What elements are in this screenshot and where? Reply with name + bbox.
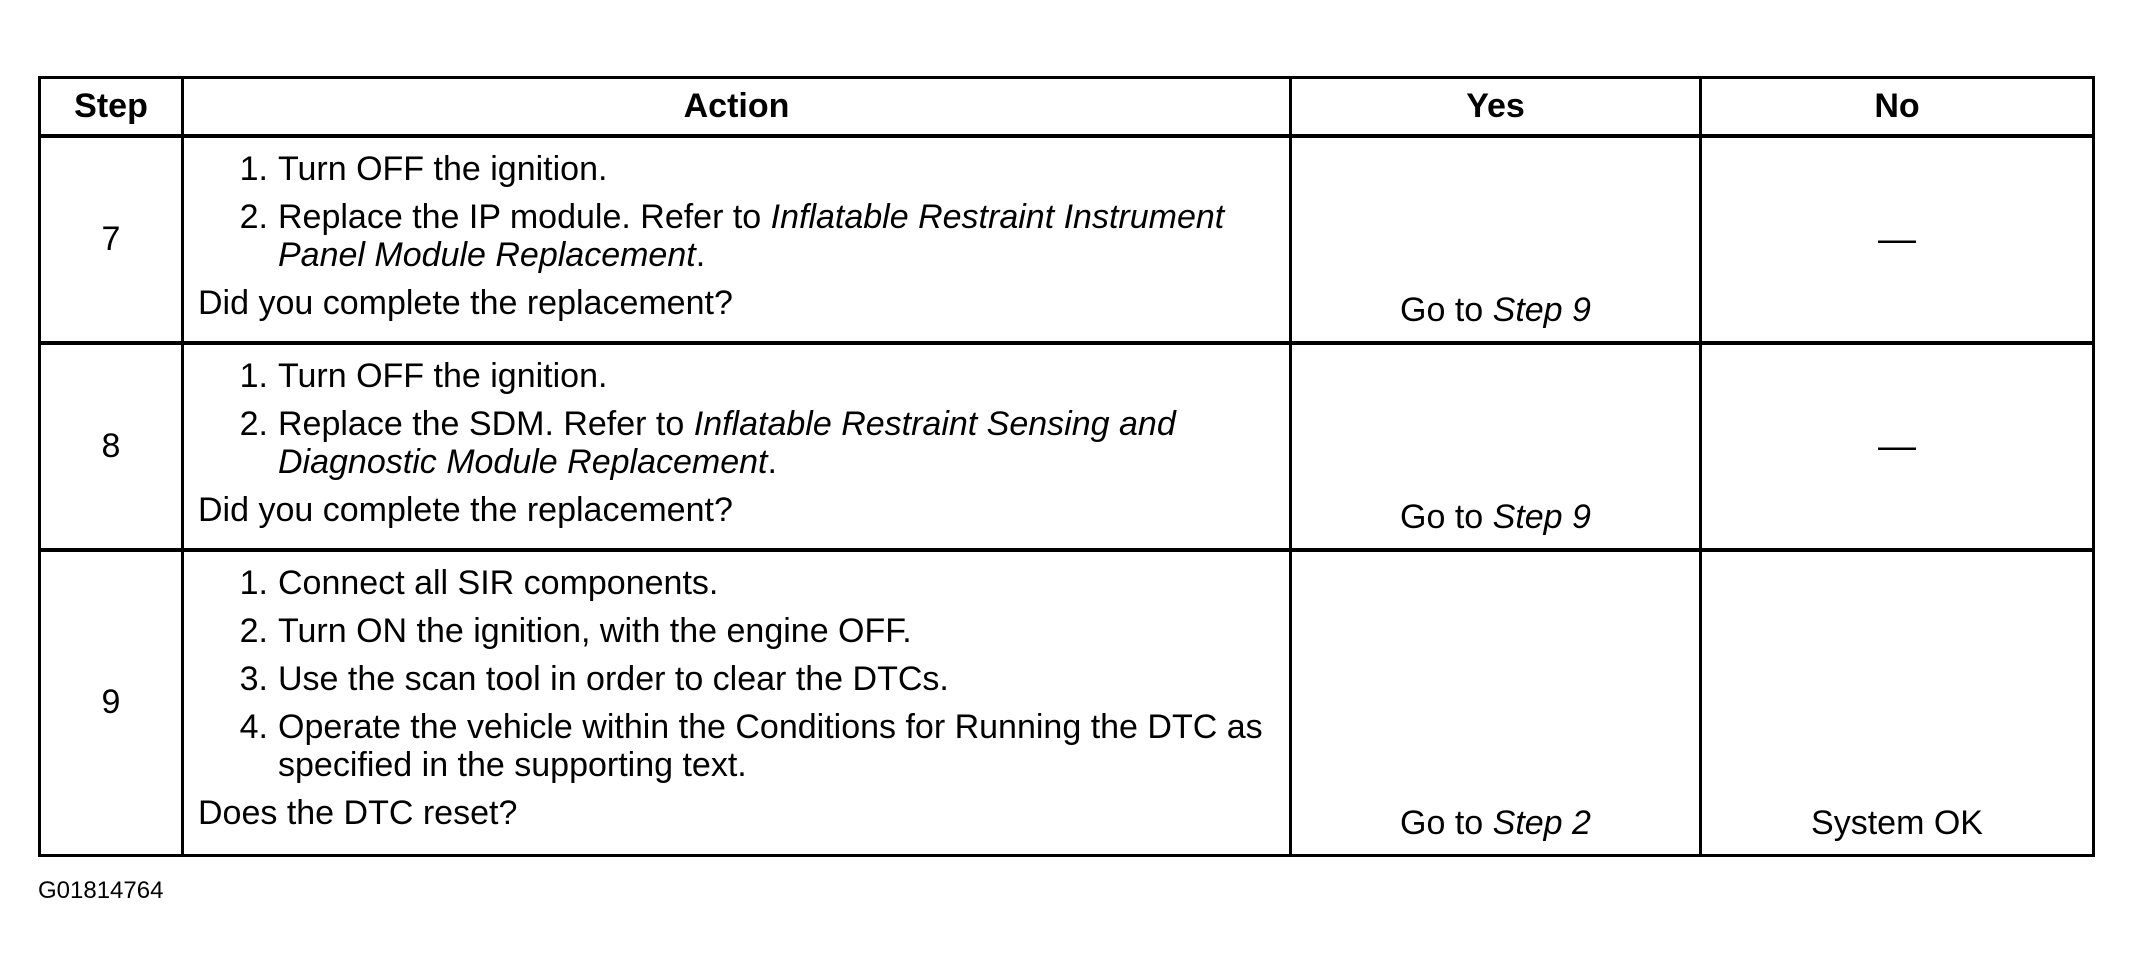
action-item — [198, 660, 1279, 698]
action-item-text: Connect all SIR components. — [278, 564, 719, 602]
yes-cell — [1291, 343, 1701, 550]
header-yes: Yes — [1291, 78, 1701, 137]
no-cell — [1701, 343, 2094, 550]
action-item-text: Turn OFF the ignition. — [278, 357, 608, 395]
action-list — [198, 150, 1279, 274]
action-item-text: Replace the IP module. Refer to Inflatable Restraint Instrument Panel Module Replacement. — [278, 198, 1225, 274]
reference-link-text: Inflatable Restraint Sensing and Diagnostic Module Replacement — [278, 405, 1176, 481]
action-item-number: 2. — [239, 405, 268, 443]
no-result: System OK — [1811, 803, 1983, 842]
action-item — [198, 708, 1279, 784]
action-item-text: Use the scan tool in order to clear the DTCs. — [278, 660, 949, 698]
action-item — [198, 198, 1279, 274]
header-action: Action — [183, 78, 1291, 137]
action-question: Does the DTC reset? — [198, 794, 518, 832]
header-no: No — [1701, 78, 2094, 137]
action-item-number: 3. — [239, 660, 268, 698]
action-item-text: Turn OFF the ignition. — [278, 150, 608, 188]
no-cell — [1701, 136, 2094, 343]
action-item — [198, 612, 1279, 650]
action-item-number: 1. — [239, 150, 268, 188]
step-number: 8 — [40, 343, 183, 550]
no-cell — [1701, 550, 2094, 855]
action-item-text: Operate the vehicle within the Conditions for Running the DTC as specified in the supporting text. — [278, 708, 1263, 784]
reference-link-text: Inflatable Restraint Instrument Panel Module Replacement — [278, 198, 1225, 274]
step-number: 7 — [40, 136, 183, 343]
no-result: — — [1878, 218, 1916, 260]
action-item-text: Turn ON the ignition, with the engine OFF. — [278, 612, 912, 650]
action-cell — [183, 136, 1291, 343]
yes-cell — [1291, 550, 1701, 855]
yes-result: Go to Step 9 — [1400, 291, 1591, 329]
action-cell — [183, 343, 1291, 550]
header-step: Step — [40, 78, 183, 137]
figure-id: G01814764 — [38, 877, 164, 904]
yes-result: Go to Step 9 — [1400, 498, 1591, 536]
action-list — [198, 564, 1279, 784]
action-item — [198, 405, 1279, 481]
action-question: Did you complete the replacement? — [198, 284, 733, 322]
action-item-number: 1. — [239, 357, 268, 395]
action-item-number: 2. — [239, 612, 268, 650]
yes-result: Go to Step 2 — [1400, 803, 1591, 842]
diagnostic-table — [38, 76, 2095, 857]
header-row — [40, 78, 2094, 137]
action-item-number: 1. — [239, 564, 268, 602]
action-item — [198, 564, 1279, 602]
step-number: 9 — [40, 550, 183, 855]
yes-cell — [1291, 136, 1701, 343]
action-cell — [183, 550, 1291, 855]
action-list — [198, 357, 1279, 481]
action-item-text: Replace the SDM. Refer to Inflatable Restraint Sensing and Diagnostic Module Replacement. — [278, 405, 1176, 481]
no-result: — — [1878, 425, 1916, 467]
table-row — [40, 136, 2094, 343]
action-item-number: 4. — [239, 708, 268, 746]
action-item — [198, 357, 1279, 395]
table-row — [40, 343, 2094, 550]
action-item-number: 2. — [239, 198, 268, 236]
action-item — [198, 150, 1279, 188]
action-question: Did you complete the replacement? — [198, 491, 733, 529]
table-row — [40, 550, 2094, 855]
